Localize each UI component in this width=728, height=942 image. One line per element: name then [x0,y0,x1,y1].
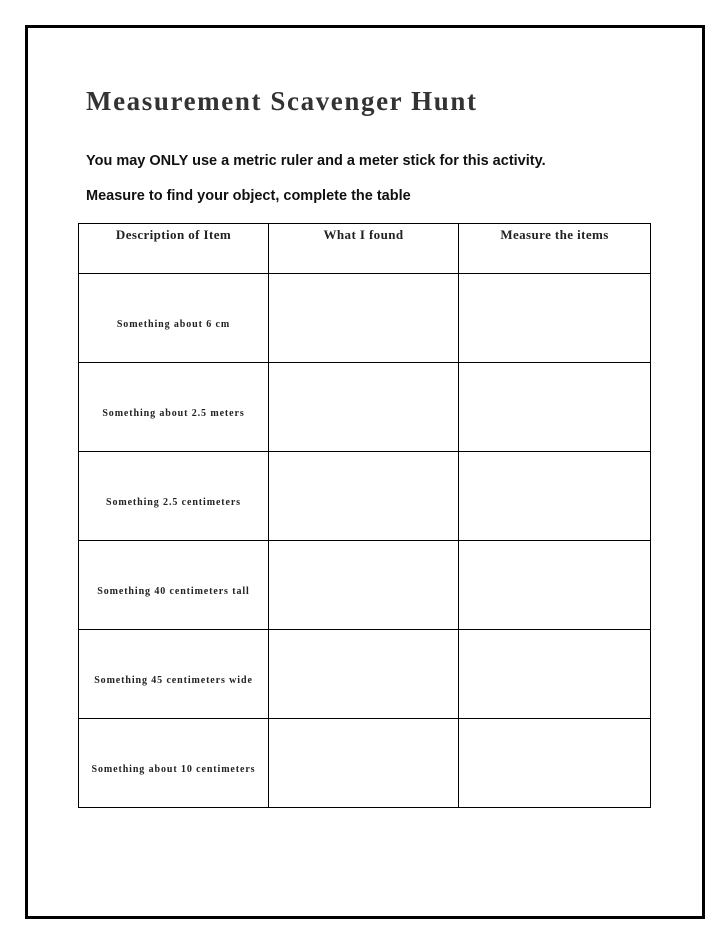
table-row [79,452,651,541]
item-description: Something about 2.5 meters [79,363,269,452]
found-cell[interactable] [269,274,459,363]
page-title: Measurement Scavenger Hunt [86,86,478,116]
header-measure-items: Measure the items [459,224,651,274]
item-description: Something 45 centimeters wide [79,630,269,719]
table-row [79,274,651,363]
table-row [79,630,651,719]
table-row [79,541,651,630]
instruction-task: Measure to find your object, complete the table [86,188,411,204]
found-cell[interactable] [269,719,459,808]
measure-cell[interactable] [459,719,651,808]
table-row [79,363,651,452]
table-header-row [79,224,651,274]
header-what-i-found: What I found [269,224,459,274]
table-row [79,719,651,808]
found-cell[interactable] [269,630,459,719]
measure-cell[interactable] [459,363,651,452]
measure-cell[interactable] [459,541,651,630]
measure-cell[interactable] [459,452,651,541]
measure-cell[interactable] [459,630,651,719]
item-description: Something about 6 cm [79,274,269,363]
found-cell[interactable] [269,452,459,541]
item-description: Something about 10 centimeters [79,719,269,808]
item-description: Something 40 centimeters tall [79,541,269,630]
found-cell[interactable] [269,541,459,630]
scavenger-hunt-table [78,223,651,808]
item-description: Something 2.5 centimeters [79,452,269,541]
measure-cell[interactable] [459,274,651,363]
instruction-tools: You may ONLY use a metric ruler and a meter stick for this activity. [86,153,546,169]
header-description: Description of Item [79,224,269,274]
found-cell[interactable] [269,363,459,452]
